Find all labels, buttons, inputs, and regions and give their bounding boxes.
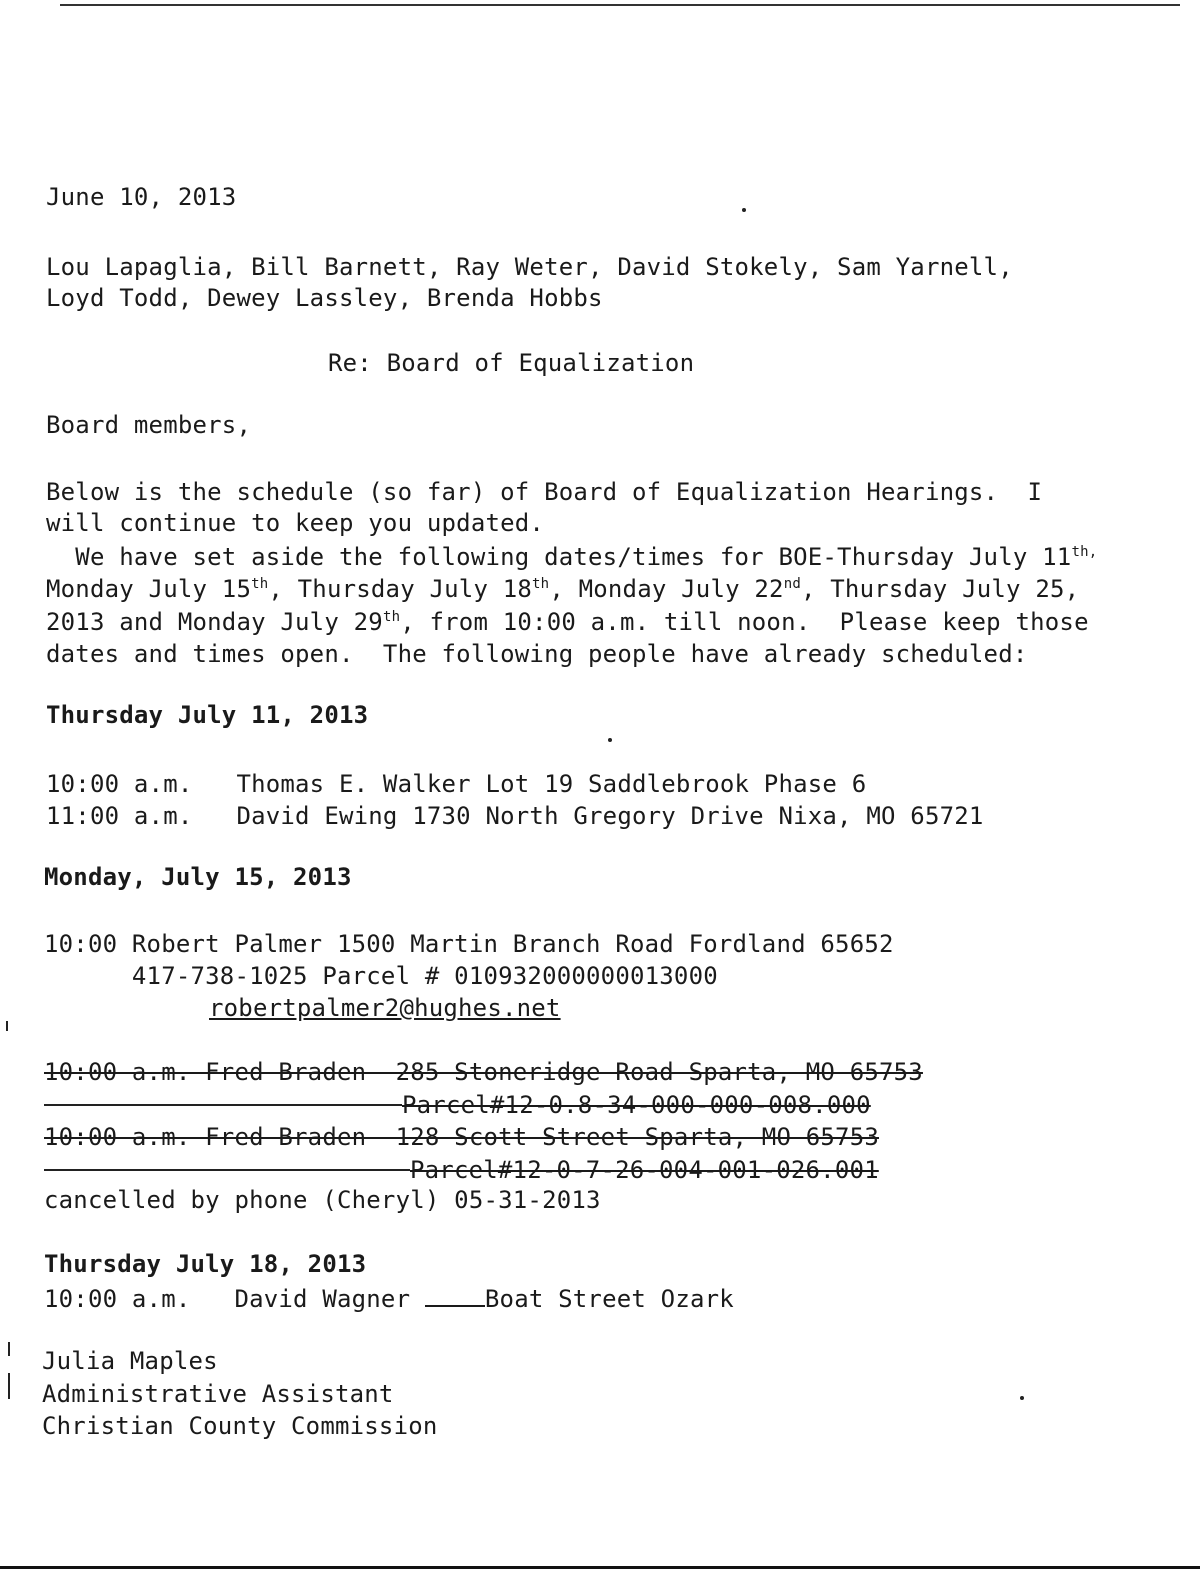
cancelled-parcel: Parcel#12-0.8-34-000-000-008.000 — [402, 1091, 871, 1119]
subject-line: Re: Board of Equalization — [328, 349, 695, 377]
ordinal-suffix: th — [251, 576, 269, 592]
day-heading-july-18: Thursday July 18, 2013 — [44, 1250, 367, 1278]
margin-mark — [8, 1342, 10, 1356]
signature-name: Julia Maples — [42, 1347, 218, 1375]
appointment-entry: 11:00 a.m. David Ewing 1730 North Gregory Drive Nixa, MO 65721 — [46, 802, 984, 830]
cancelled-entry: 10:00 a.m. Fred Braden 285 Stoneridge Road Sparta, MO 65753 — [44, 1058, 923, 1086]
ordinal-suffix: nd — [783, 576, 801, 592]
letter-date: June 10, 2013 — [46, 183, 237, 211]
strike-line — [44, 1104, 402, 1106]
recipients-line-2: Loyd Todd, Dewey Lassley, Brenda Hobbs — [46, 284, 603, 312]
appointment-entry — [44, 1283, 734, 1314]
signature-title: Administrative Assistant — [42, 1380, 394, 1408]
dates-line-2-part-c: , Monday July 22 — [549, 575, 784, 603]
ordinal-suffix: th — [382, 609, 401, 625]
day-heading-july-11: Thursday July 11, 2013 — [46, 701, 369, 729]
appointment-street: Boat Street Ozark — [484, 1285, 734, 1313]
ordinal-suffix: th, — [1071, 544, 1098, 560]
intro-line-2: will continue to keep you updated. — [46, 509, 545, 537]
day-heading-july-15: Monday, July 15, 2013 — [44, 863, 352, 891]
appointment-entry: 10:00 Robert Palmer 1500 Martin Branch Road Fordland 65652 — [44, 930, 894, 958]
top-scan-border — [60, 4, 1180, 6]
appointment-phone-parcel: 417-738-1025 Parcel # 010932000000013000 — [44, 962, 718, 990]
dates-line-2-part-a: Monday July 15 — [46, 575, 252, 603]
intro-line-1: Below is the schedule (so far) of Board of Equalization Hearings. I — [46, 478, 1043, 506]
dates-line-3 — [46, 607, 1089, 637]
dates-line-4: dates and times open. The following people have already scheduled: — [46, 640, 1028, 668]
dates-line-2 — [46, 574, 1079, 604]
salutation: Board members, — [46, 411, 252, 439]
dates-line-3-part-b: , from 10:00 a.m. till noon. Please keep those — [400, 608, 1089, 636]
dates-line-1-text: We have set aside the following dates/times for BOE-Thursday July 11 — [46, 543, 1072, 571]
appointment-entry: 10:00 a.m. Thomas E. Walker Lot 19 Saddlebrook Phase 6 — [46, 770, 867, 798]
signature-organization: Christian County Commission — [42, 1412, 438, 1440]
margin-mark — [8, 1373, 10, 1399]
dates-line-3-part-a: 2013 and Monday July 29 — [46, 608, 383, 636]
dates-line-2-part-d: , Thursday July 25, — [800, 575, 1080, 603]
appointment-name: 10:00 a.m. David Wagner — [44, 1285, 425, 1313]
scan-speck — [742, 208, 746, 212]
cancellation-note: cancelled by phone (Cheryl) 05-31-2013 — [44, 1186, 601, 1214]
email-address: robertpalmer2@hughes.net — [209, 994, 561, 1022]
scan-speck — [1020, 1396, 1024, 1400]
bottom-scan-border — [0, 1566, 1200, 1569]
strike-line — [44, 1169, 410, 1171]
cancelled-parcel: Parcel#12-0-7-26-004-001-026.001 — [410, 1156, 879, 1184]
dates-line-1 — [46, 542, 1097, 572]
blank-address-number — [425, 1283, 485, 1307]
scan-speck — [608, 738, 612, 742]
recipients-line-1: Lou Lapaglia, Bill Barnett, Ray Weter, David Stokely, Sam Yarnell, — [46, 253, 1013, 281]
cancelled-entry: 10:00 a.m. Fred Braden 128 Scott Street Sparta, MO 65753 — [44, 1123, 880, 1151]
margin-mark — [6, 1021, 8, 1031]
dates-line-2-part-b: , Thursday July 18 — [268, 575, 533, 603]
ordinal-suffix: th — [532, 576, 550, 592]
